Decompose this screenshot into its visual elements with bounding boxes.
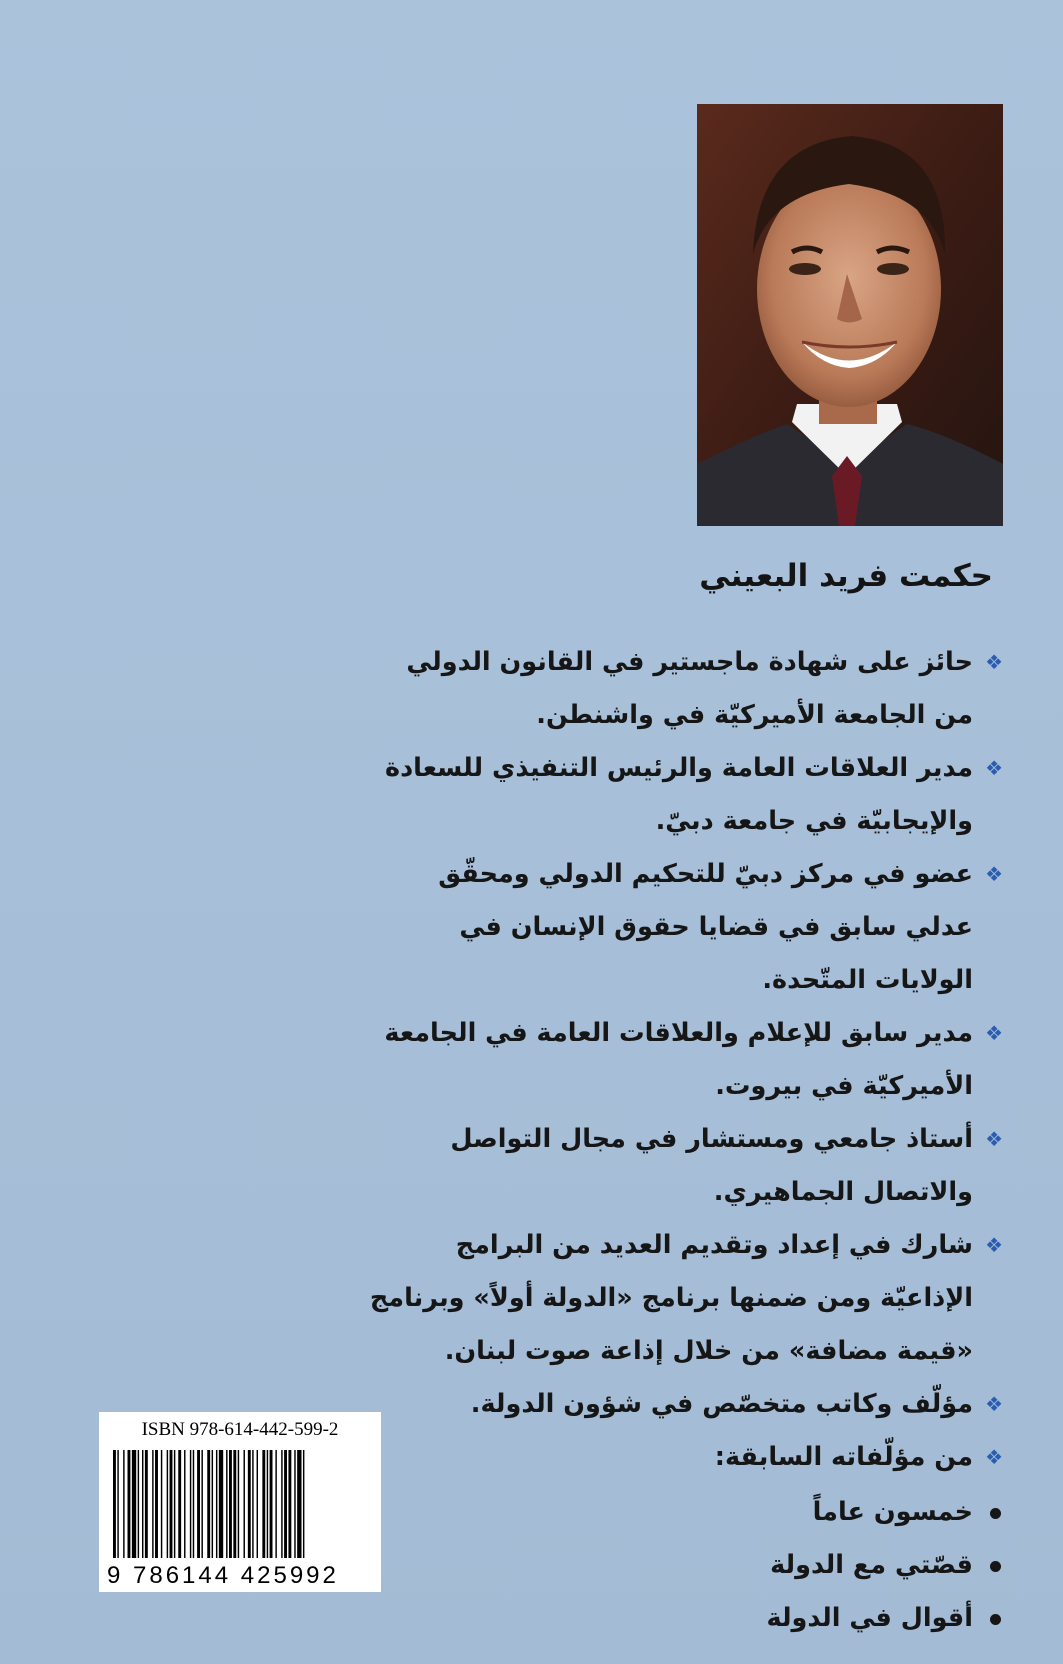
bio-text: مؤلّف وكاتب متخصّص في شؤون الدولة. [470, 1389, 973, 1419]
barcode-bar [123, 1450, 124, 1558]
barcode-bar [155, 1450, 158, 1558]
barcode-bar [248, 1450, 251, 1558]
barcode-bar [257, 1450, 258, 1558]
barcode-bar [294, 1450, 295, 1558]
isbn-label: ISBN 978-614-442-599-2 [141, 1419, 339, 1440]
barcode-bar [178, 1450, 181, 1558]
barcode-bar [267, 1450, 268, 1558]
bio-text: شارك في إعداد وتقديم العديد من البرامج الإذاعيّة ومن ضمنها برنامج «الدولة أولاً» وبرنامج «قيمة مضافة» من خلال إذاعة صوت لبنان. [369, 1230, 973, 1366]
barcode-bar [303, 1450, 304, 1558]
barcode-bar [201, 1450, 202, 1558]
book-title: قصّتي مع الدولة [770, 1550, 973, 1580]
barcode-bar [161, 1450, 162, 1558]
barcode-bar [197, 1450, 200, 1558]
author-photo [697, 104, 1003, 526]
bullet-dot-icon [990, 1561, 1001, 1572]
barcode-bar [219, 1450, 223, 1558]
barcode-bar [262, 1450, 265, 1558]
barcode-bar [184, 1450, 185, 1558]
barcode-bar [288, 1450, 291, 1558]
diamond-bullet-icon: ❖ [985, 1392, 1003, 1416]
barcode-bar [233, 1450, 236, 1558]
book-title: أقوال في الدولة [766, 1603, 973, 1633]
barcode-bar [212, 1450, 213, 1558]
diamond-bullet-icon: ❖ [985, 1445, 1003, 1469]
bio-text: مدير العلاقات العامة والرئيس التنفيذي للسعادة والإيجابيّة في جامعة دبيّ. [385, 753, 973, 836]
bio-text: مدير سابق للإعلام والعلاقات العامة في الجامعة الأميركيّة في بيروت. [384, 1018, 973, 1101]
barcode-bar [170, 1450, 173, 1558]
barcode-bar [216, 1450, 217, 1558]
bio-text: حائز على شهادة ماجستير في القانون الدولي من الجامعة الأميركيّة في واشنطن. [406, 647, 973, 730]
barcode-bar [190, 1450, 191, 1558]
barcode-bar [167, 1450, 168, 1558]
diamond-bullet-icon: ❖ [985, 650, 1003, 674]
barcode-bar [270, 1450, 273, 1558]
barcode-bar [132, 1450, 136, 1558]
barcode-bar [142, 1450, 143, 1558]
barcode-bar [238, 1450, 239, 1558]
bullet-dot-icon [990, 1508, 1001, 1519]
diamond-bullet-icon: ❖ [985, 1021, 1003, 1045]
bullet-dot-icon [990, 1614, 1001, 1625]
barcode-bar [145, 1450, 148, 1558]
barcode-bar [207, 1450, 210, 1558]
diamond-bullet-icon: ❖ [985, 1127, 1003, 1151]
bio-item [363, 848, 1003, 1007]
bio-item [363, 1219, 1003, 1378]
bio-item [363, 742, 1003, 848]
barcode-bar [297, 1450, 301, 1558]
book-item [363, 1539, 1003, 1592]
barcode-bar [152, 1450, 153, 1558]
barcode-bar [138, 1450, 139, 1558]
barcode-bar [117, 1450, 118, 1558]
barcode-bar [229, 1450, 232, 1558]
barcode-bar [281, 1450, 282, 1558]
author-portrait [697, 104, 1003, 526]
barcode-bar [128, 1450, 131, 1558]
bio-item [363, 1113, 1003, 1219]
book-title: خمسون عاماً [812, 1497, 973, 1527]
book-item [363, 1486, 1003, 1539]
bio-text: عضو في مركز دبيّ للتحكيم الدولي ومحقّق عدلي سابق في قضايا حقوق الإنسان في الولايات المتّحدة. [438, 859, 973, 995]
barcode-bar [275, 1450, 276, 1558]
diamond-bullet-icon: ❖ [985, 756, 1003, 780]
barcode-bar [226, 1450, 227, 1558]
bio-item [363, 1007, 1003, 1113]
author-name: حكمت فريد البعيني [699, 558, 993, 594]
bio-item [363, 636, 1003, 742]
diamond-bullet-icon: ❖ [985, 862, 1003, 886]
barcode-bar [252, 1450, 253, 1558]
diamond-bullet-icon: ❖ [985, 1233, 1003, 1257]
bio-text: أستاذ جامعي ومستشار في مجال التواصل والاتصال الجماهيري. [450, 1124, 973, 1207]
author-bio [363, 636, 1003, 1645]
barcode-bar [113, 1450, 116, 1558]
barcode-bar [244, 1450, 245, 1558]
book-item [363, 1592, 1003, 1645]
isbn-barcode [99, 1412, 381, 1592]
barcode-bar [174, 1450, 175, 1558]
bio-item [363, 1431, 1003, 1484]
barcode-digits: 9 786144 425992 [107, 1562, 339, 1589]
books-list [363, 1486, 1003, 1645]
bio-text: من مؤلّفاته السابقة: [714, 1442, 973, 1472]
barcode-bar [193, 1450, 194, 1558]
bio-item [363, 1378, 1003, 1431]
barcode-bar [284, 1450, 287, 1558]
